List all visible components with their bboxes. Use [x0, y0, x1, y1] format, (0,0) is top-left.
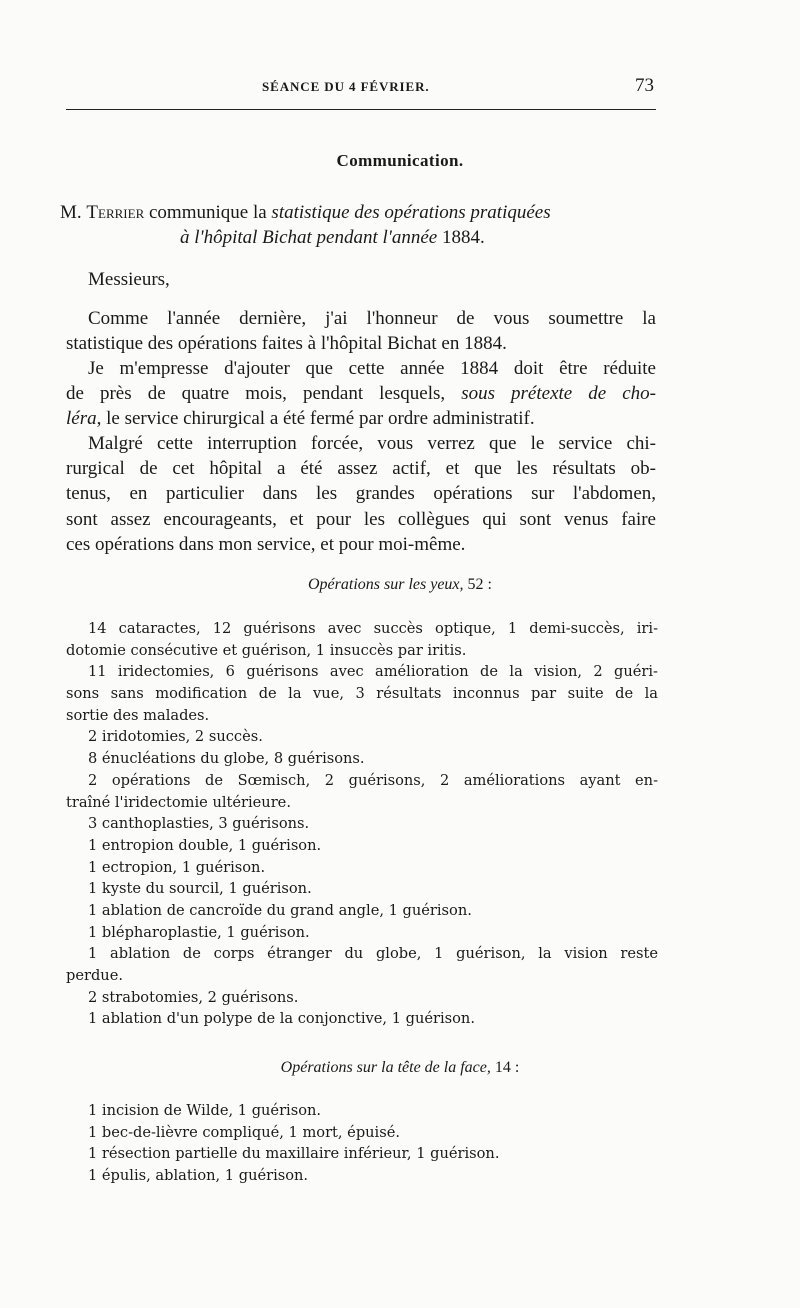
paper-title-line-1: statistique des opérations pratiquées	[271, 202, 551, 223]
list-line: 1 incision de Wilde, 1 guérison.	[88, 1102, 322, 1119]
page-number: 73	[635, 75, 654, 96]
subhead-eyes-title: Opérations sur les yeux,	[308, 576, 464, 593]
list-line: 1 ablation de cancroïde du grand angle, 1 guérison.	[88, 901, 472, 919]
list-line: 1 entropion double, 1 guérison.	[88, 836, 322, 854]
paragraph-3	[66, 431, 656, 557]
paragraph-line-mixed	[66, 381, 656, 406]
paragraph-1	[66, 306, 656, 356]
paper-title-line-2: à l'hôpital Bichat pendant l'année	[180, 227, 438, 248]
paragraph-2	[66, 356, 656, 432]
list-line: 2 strabotomies, 2 guérisons.	[88, 988, 299, 1006]
list-line: 1 kyste du sourcil, 1 guérison.	[88, 880, 312, 898]
list-line: 14 cataractes, 12 guérisons avec succès optique, 1 demi-succès, iri-	[88, 620, 658, 637]
eyes-list	[66, 618, 658, 1030]
list-line: 3 canthoplasties, 3 guérisons.	[88, 815, 310, 833]
list-line: 1 ablation d'un polype de la conjonctive, 1 guérison.	[88, 1010, 475, 1028]
list-line: 8 énucléations du globe, 8 guérisons.	[88, 750, 365, 768]
paragraph-line: ces opérations dans mon service, et pour moi-même.	[66, 533, 466, 555]
paragraph-line: statistique des opérations faites à l'hôpital Bichat en 1884.	[66, 333, 507, 355]
paragraph-line-text: de près de quatre mois, pendant lesquels,	[66, 383, 446, 405]
author-prefix: M.	[60, 202, 87, 223]
list-line: 1 résection partielle du maxillaire inférieur, 1 guérison.	[88, 1145, 500, 1163]
header-rule	[66, 109, 656, 110]
italic-phrase: léra	[66, 408, 97, 430]
paragraph-line: sont assez encourageants, et pour les collègues qui sont venus faire	[66, 508, 656, 530]
running-head	[66, 75, 656, 101]
intro-verb: communique la	[144, 202, 272, 223]
list-line: 1 ablation de corps étranger du globe, 1 guérison, la vision reste	[88, 945, 658, 963]
paragraph-line: Je m'empresse d'ajouter que cette année 1884 doit être réduite	[88, 358, 656, 379]
list-line: 1 épulis, ablation, 1 guérison.	[88, 1167, 309, 1185]
paragraph-line-text: , le service chirurgical a été fermé par ordre administratif.	[96, 408, 535, 430]
head-list	[66, 1100, 658, 1187]
list-line: 11 iridectomies, 6 guérisons avec amélioration de la vision, 2 guéri-	[88, 663, 658, 681]
paragraph-line-mixed	[66, 406, 656, 431]
subhead-head	[0, 1059, 800, 1077]
section-title: Communication.	[336, 151, 464, 170]
paragraph-line: tenus, en particulier dans les grandes opérations sur l'abdomen,	[66, 483, 656, 505]
list-line: 1 ectropion, 1 guérison.	[88, 858, 266, 876]
paragraph-line: rurgical de cet hôpital a été assez actif, et que les résultats ob-	[66, 458, 656, 480]
subhead-eyes-count: 52 :	[463, 576, 492, 593]
list-line: sortie des malades.	[66, 706, 210, 724]
list-line: 1 blépharoplastie, 1 guérison.	[88, 923, 310, 941]
salutation: Messieurs,	[88, 269, 170, 290]
list-line: perdue.	[66, 967, 123, 984]
author-name: Terrier	[86, 202, 145, 223]
running-title: SÉANCE DU 4 FÉVRIER.	[262, 79, 430, 94]
intro-line-2	[180, 227, 640, 249]
list-line: 2 iridotomies, 2 succès.	[88, 728, 263, 746]
subhead-eyes	[0, 576, 800, 594]
paragraph-line: Malgré cette interruption forcée, vous verrez que le service chi-	[88, 433, 656, 454]
paragraph-line: Comme l'année dernière, j'ai l'honneur de vous soumettre la	[88, 308, 656, 329]
list-line: 1 bec-de-lièvre compliqué, 1 mort, épuisé.	[88, 1123, 400, 1141]
intro-line-1	[60, 202, 660, 224]
italic-phrase: sous prétexte de cho-	[461, 383, 657, 405]
list-line: sons sans modification de la vue, 3 résultats inconnus par suite de la	[66, 685, 658, 703]
paper-year: 1884.	[437, 227, 485, 248]
list-line: traîné l'iridectomie ultérieure.	[66, 793, 291, 811]
subhead-head-count: 14 :	[490, 1059, 520, 1076]
list-line: dotomie consécutive et guérison, 1 insuccès par iritis.	[66, 641, 467, 659]
subhead-head-title: Opérations sur la tête de la face,	[280, 1059, 491, 1076]
list-line: 2 opérations de Sœmisch, 2 guérisons, 2 améliorations ayant en-	[88, 771, 658, 789]
